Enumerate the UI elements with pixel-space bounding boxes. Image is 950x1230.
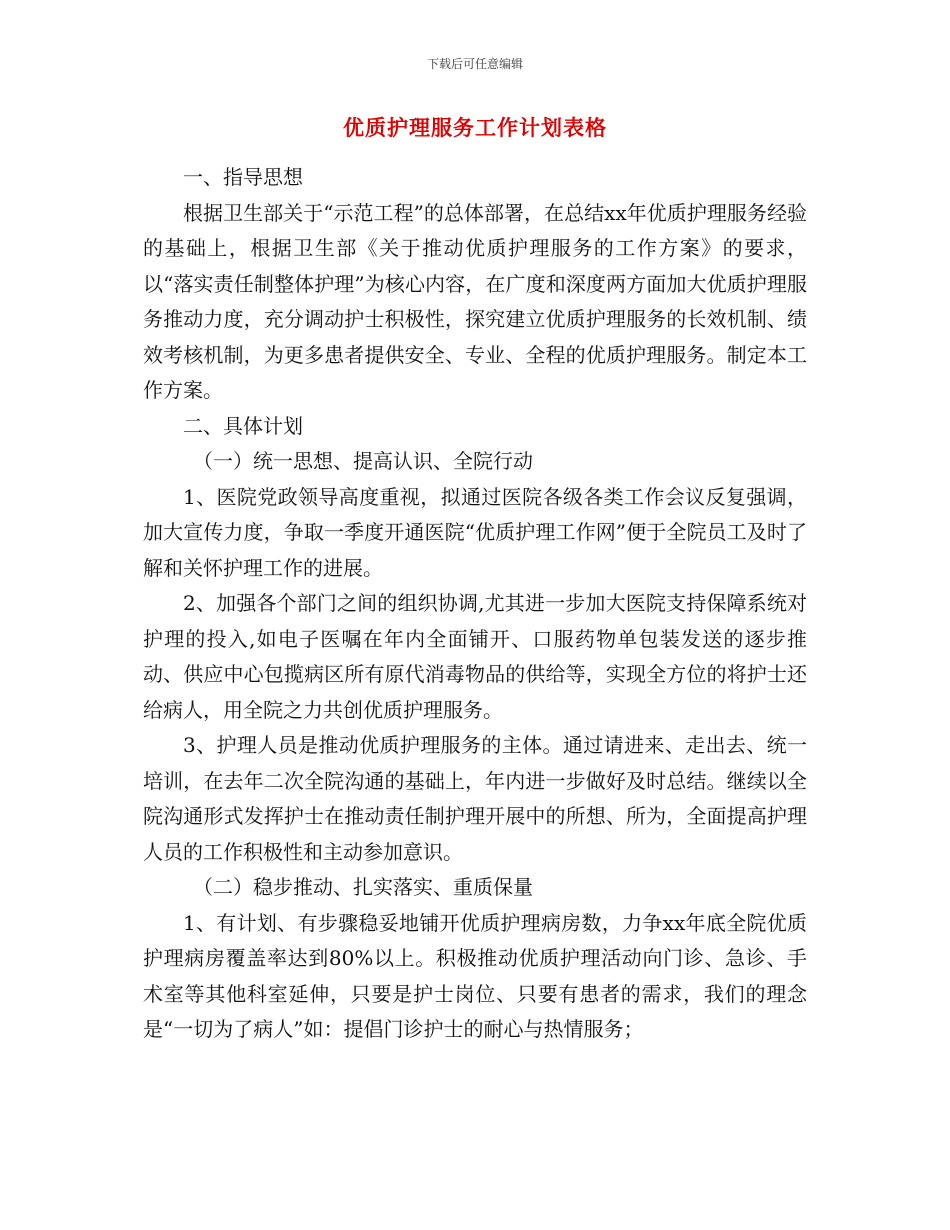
- paragraph-item-2-coordination: 2、加强各个部门之间的组织协调,尤其进一步加大医院支持保障系统对护理的投入,如电子医嘱在年内全面铺开、口服药物单包装发送的逐步推动、供应中心包揽病区所有原代消毒物品的供给等，实现全方位的将护士还给病人，用全院之力共创优质护理服务。: [143, 591, 807, 722]
- subsection-heading-steady-progress: （二）稳步推动、扎实落实、重质保量: [193, 875, 533, 899]
- document-title: 优质护理服务工作计划表格: [343, 116, 607, 140]
- paragraph-item-1-leadership: 1、医院党政领导高度重视，拟通过医院各级各类工作会议反复强调，加大宣传力度，争取一季度开通医院“优质护理工作网”便于全院员工及时了解和关怀护理工作的进展。: [143, 484, 807, 580]
- paragraph-guiding-ideology: 根据卫生部关于“示范工程”的总体部署，在总结xx年优质护理服务经验的基础上，根据卫生部《关于推动优质护理服务的工作方案》的要求，以“落实责任制整体护理”为核心内容，在广度和深度两方面加大优质护理服务推动力度，充分调动护士积极性，探究建立优质护理服务的长效机制、绩效考核机制，为更多患者提供安全、专业、全程的优质护理服务。制定本工作方案。: [143, 200, 807, 402]
- paragraph-item-3-nursing-staff: 3、护理人员是推动优质护理服务的主体。通过请进来、走出去、统一培训，在去年二次全院沟通的基础上，年内进一步做好及时总结。继续以全院沟通形式发挥护士在推动责任制护理开展中的所想、所为，全面提高护理人员的工作积极性和主动参加意识。: [143, 733, 807, 864]
- subsection-heading-unify-thinking: （一）统一思想、提高认识、全院行动: [193, 449, 533, 473]
- section-heading-specific-plan: 二、具体计划: [183, 413, 303, 438]
- paragraph-item-1-planned-rollout: 1、有计划、有步骤稳妥地铺开优质护理病房数，力争xx年底全院优质护理病房覆盖率达到80%以上。积极推动优质护理活动向门诊、急诊、手术室等其他科室延伸，只要是护士岗位、只要有患者的需求，我们的理念是“一切为了病人”如：提倡门诊护士的耐心与热情服务；: [143, 910, 807, 1041]
- document-body: [143, 160, 807, 1048]
- section-heading-guiding-ideology: 一、指导思想: [183, 165, 303, 189]
- header-note: 下载后可任意编辑: [426, 57, 523, 71]
